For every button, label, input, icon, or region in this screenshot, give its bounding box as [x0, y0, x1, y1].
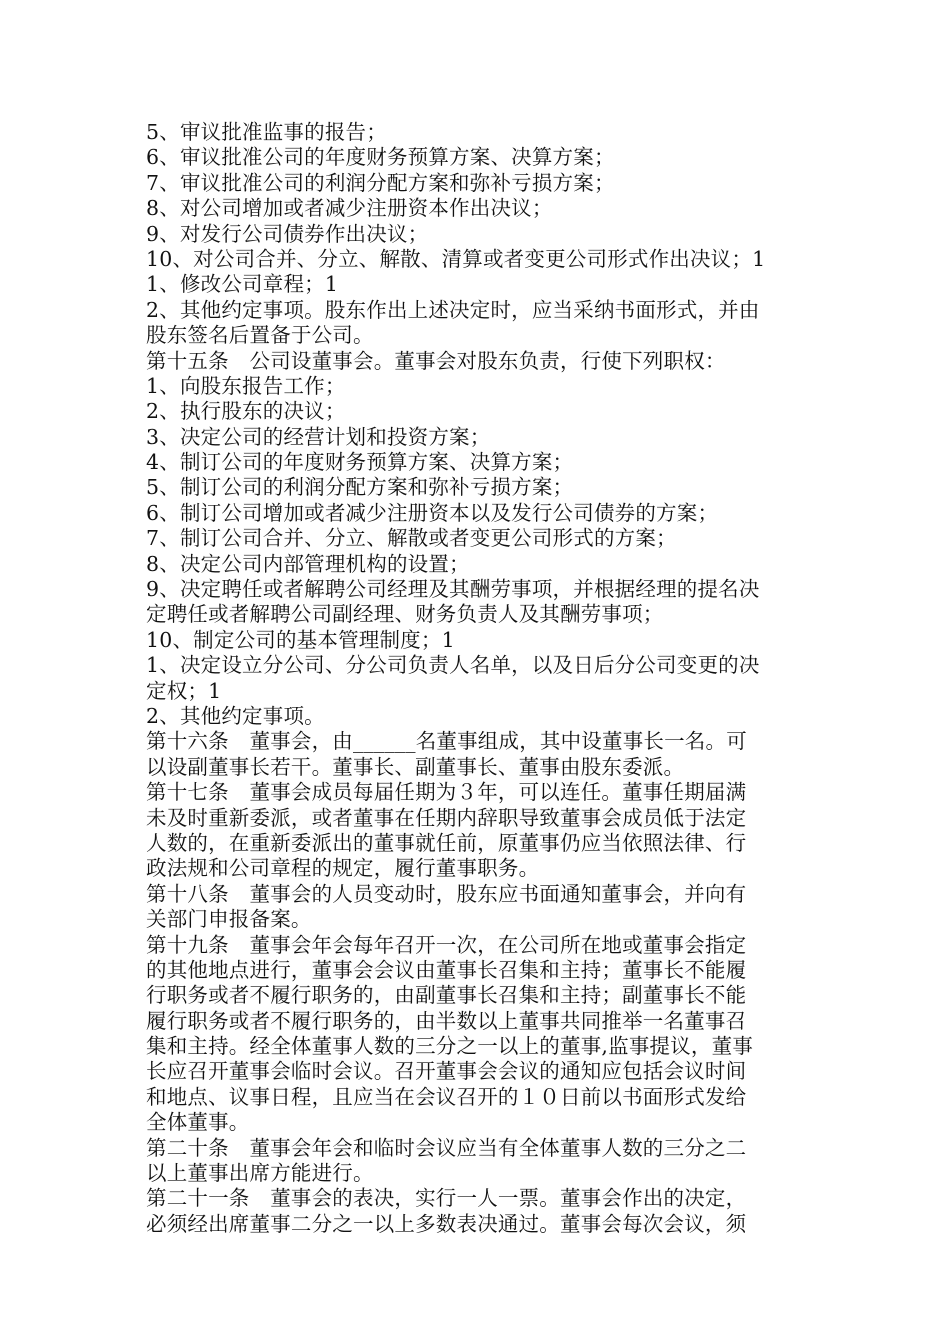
text-line: 4、制订公司的年度财务预算方案、决算方案； [146, 450, 574, 475]
text-line: 全体董事。 [146, 1110, 250, 1135]
text-line: 7、审议批准公司的利润分配方案和弥补亏损方案； [146, 170, 615, 195]
text-line: 必须经出席董事二分之一以上多数表决通过。董事会每次会议，须 [146, 1211, 747, 1236]
text-line: 2、其他约定事项。股东作出上述决定时，应当采纳书面形式，并由 [146, 297, 760, 322]
article-heading-line: 第十八条 董事会的人员变动时，股东应书面通知董事会，并向有 [146, 881, 747, 906]
text-line: 8、决定公司内部管理机构的设置； [146, 551, 470, 576]
text-line: 长应召开董事会临时会议。召开董事会会议的通知应包括会议时间 [146, 1059, 747, 1084]
article-heading-line: 第二十一条 董事会的表决，实行一人一票。董事会作出的决定， [146, 1186, 747, 1211]
text-line: 9、对发行公司债券作出决议； [146, 221, 429, 246]
text-line: 的其他地点进行，董事会会议由董事长召集和主持；董事长不能履 [146, 957, 747, 982]
text-line: 定权；1 [146, 678, 222, 703]
text-line: 和地点、议事日程，且应当在会议召开的１０日前以书面形式发给 [146, 1084, 747, 1109]
article-heading-line: 第十六条 董事会，由______名董事组成，其中设董事长一名。可 [146, 729, 747, 754]
article-heading-line: 第二十条 董事会年会和临时会议应当有全体董事人数的三分之二 [146, 1135, 747, 1160]
text-line: 行职务或者不履行职务的，由副董事长召集和主持；副董事长不能 [146, 983, 747, 1008]
text-line: 10、对公司合并、分立、解散、清算或者变更公司形式作出决议；1 [146, 246, 766, 271]
text-line: 关部门申报备案。 [146, 907, 312, 932]
text-line: 未及时重新委派，或者董事在任期内辞职导致董事会成员低于法定 [146, 805, 747, 830]
article-heading-line: 第十九条 董事会年会每年召开一次，在公司所在地或董事会指定 [146, 932, 747, 957]
text-line: 1、决定设立分公司、分公司负责人名单，以及日后分公司变更的决 [146, 653, 760, 678]
text-line: 定聘任或者解聘公司副经理、财务负责人及其酬劳事项； [146, 602, 664, 627]
text-line: 集和主持。经全体董事人数的三分之一以上的董事,监事提议，董事 [146, 1034, 754, 1059]
text-line: 股东签名后置备于公司。 [146, 323, 374, 348]
text-line: 2、其他约定事项。 [146, 703, 325, 728]
text-line: 履行职务或者不履行职务的，由半数以上董事共同推举一名董事召 [146, 1008, 747, 1033]
text-line: 2、执行股东的决议； [146, 399, 346, 424]
text-line: 1、修改公司章程；1 [146, 272, 339, 297]
article-heading-line: 第十七条 董事会成员每届任期为３年，可以连任。董事任期届满 [146, 780, 747, 805]
text-line: 7、制订公司合并、分立、解散或者变更公司形式的方案； [146, 526, 677, 551]
text-line: 以设副董事长若干。董事长、副董事长、董事由股东委派。 [146, 754, 685, 779]
text-line: 6、审议批准公司的年度财务预算方案、决算方案； [146, 145, 615, 170]
text-line: 9、决定聘任或者解聘公司经理及其酬劳事项，并根据经理的提名决 [146, 577, 760, 602]
text-line: 以上董事出席方能进行。 [146, 1161, 374, 1186]
text-line: 6、制订公司增加或者减少注册资本以及发行公司债券的方案； [146, 500, 719, 525]
text-line: 5、制订公司的利润分配方案和弥补亏损方案； [146, 475, 574, 500]
text-line: 5、审议批准监事的报告； [146, 120, 387, 144]
text-line: 1、向股东报告工作； [146, 373, 346, 398]
document-body [146, 120, 810, 1237]
text-line: 政法规和公司章程的规定，履行董事职务。 [146, 856, 540, 881]
text-line: 人数的，在重新委派出的董事就任前，原董事仍应当依照法律、行 [146, 830, 747, 855]
text-line: 10、制定公司的基本管理制度；1 [146, 627, 455, 652]
article-heading-line: 第十五条 公司设董事会。董事会对股东负责，行使下列职权： [146, 348, 726, 373]
text-line: 8、对公司增加或者减少注册资本作出决议； [146, 196, 553, 221]
text-line: 3、决定公司的经营计划和投资方案； [146, 424, 491, 449]
